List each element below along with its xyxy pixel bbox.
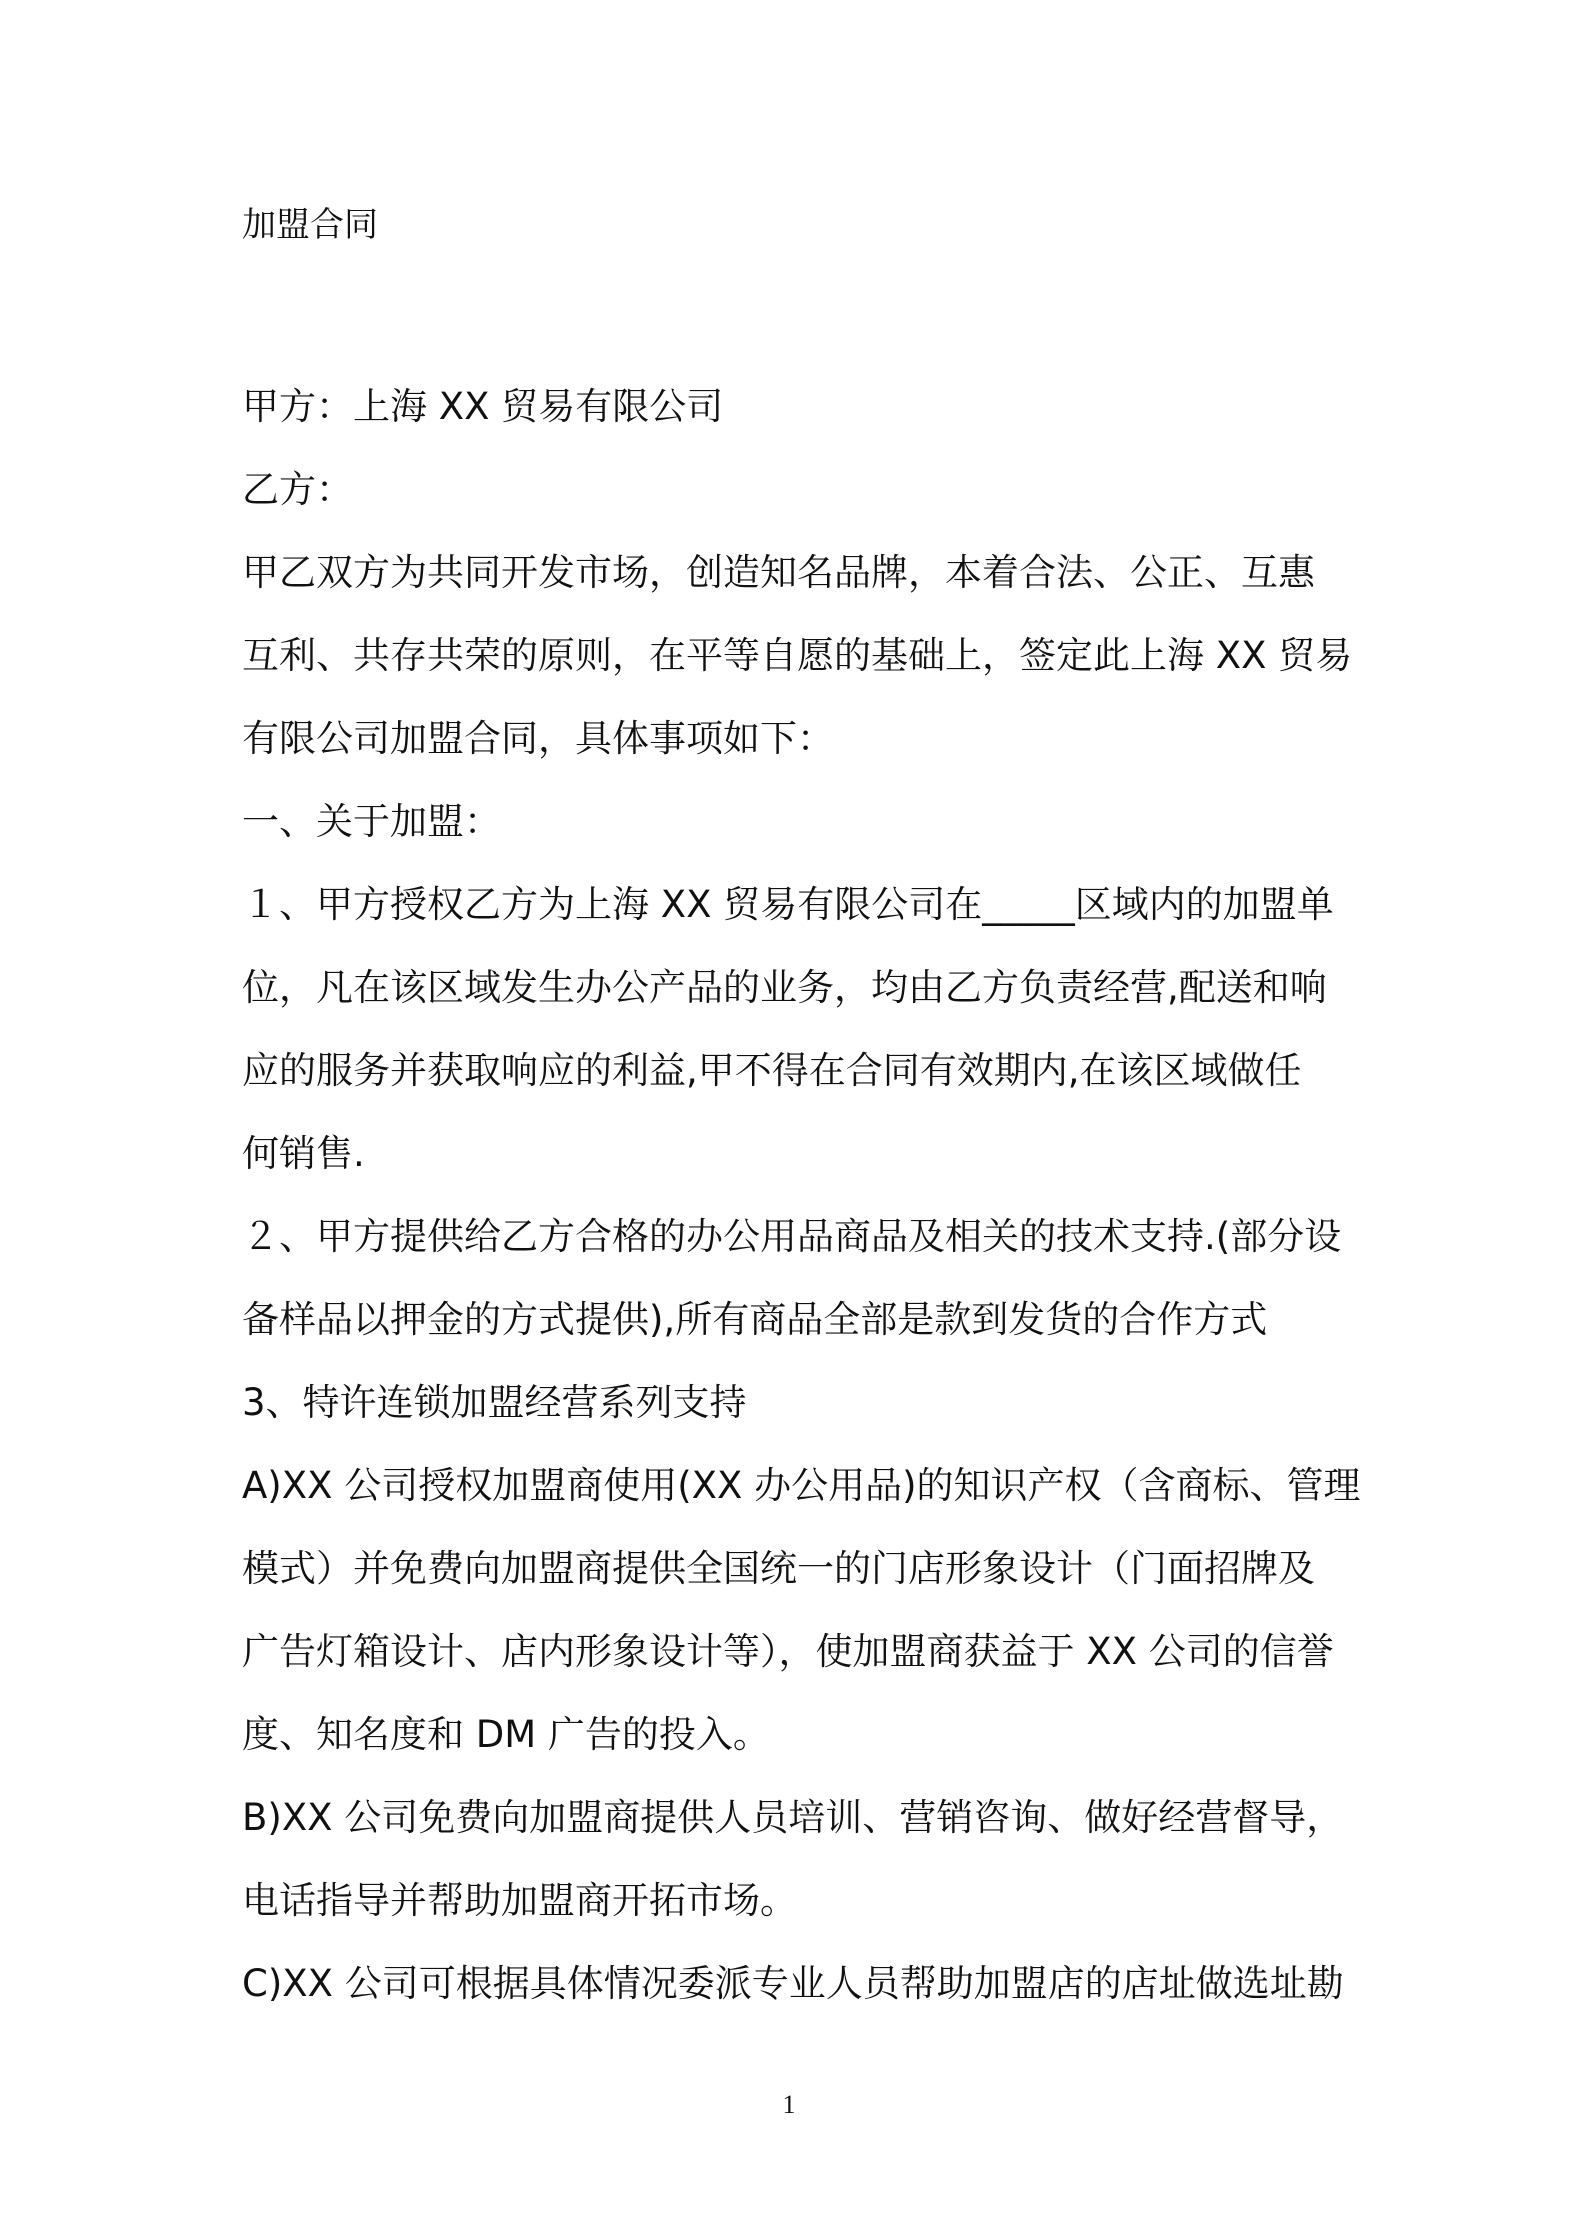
paragraph-line: 甲乙双方为共同开发市场，创造知名品牌，本着合法、公正、互惠 bbox=[242, 551, 1315, 594]
paragraph-line: 3、特许连锁加盟经营系列支持 bbox=[242, 1381, 747, 1424]
paragraph-line: 有限公司加盟合同，具体事项如下： bbox=[242, 717, 834, 760]
paragraph-line: 互利、共存共荣的原则，在平等自愿的基础上，签定此上海 XX 贸易 bbox=[242, 634, 1353, 677]
paragraph-line: 何销售. bbox=[242, 1132, 365, 1175]
paragraph-line: 应的服务并获取响应的利益,甲不得在合同有效期内,在该区域做任 bbox=[242, 1049, 1302, 1092]
paragraph-line: １、甲方授权乙方为上海 XX 贸易有限公司在_____区域内的加盟单 bbox=[242, 883, 1334, 926]
paragraph-line: C)XX 公司可根据具体情况委派专业人员帮助加盟店的店址做选址勘 bbox=[242, 1962, 1344, 2005]
paragraph-line: ２、甲方提供给乙方合格的办公用品商品及相关的技术支持.(部分设 bbox=[242, 1215, 1342, 1258]
paragraph-line: 度、知名度和 DM 广告的投入。 bbox=[242, 1713, 770, 1756]
paragraph-line: 广告灯箱设计、店内形象设计等），使加盟商获益于 XX 公司的信誉 bbox=[242, 1630, 1334, 1673]
paragraph-line: A)XX 公司授权加盟商使用(XX 办公用品)的知识产权（含商标、管理 bbox=[242, 1464, 1361, 1507]
contract-body bbox=[242, 365, 1362, 2025]
paragraph-line: 模式）并免费向加盟商提供全国统一的门店形象设计（门面招牌及 bbox=[242, 1547, 1315, 1590]
paragraph-line: 备样品以押金的方式提供),所有商品全部是款到发货的合作方式 bbox=[242, 1298, 1268, 1341]
paragraph-line: B)XX 公司免费向加盟商提供人员培训、营销咨询、做好经营督导， bbox=[242, 1796, 1344, 1839]
paragraph-line: 电话指导并帮助加盟商开拓市场。 bbox=[242, 1879, 797, 1922]
section-heading: 一、关于加盟： bbox=[242, 800, 501, 843]
document-title: 加盟合同 bbox=[242, 205, 378, 245]
party-a-line: 甲方：上海 XX 贸易有限公司 bbox=[242, 385, 724, 428]
party-b-line: 乙方： bbox=[242, 468, 353, 511]
page-number: 1 bbox=[782, 2090, 796, 2119]
paragraph-line: 位，凡在该区域发生办公产品的业务，均由乙方负责经营,配送和响 bbox=[242, 966, 1327, 1009]
